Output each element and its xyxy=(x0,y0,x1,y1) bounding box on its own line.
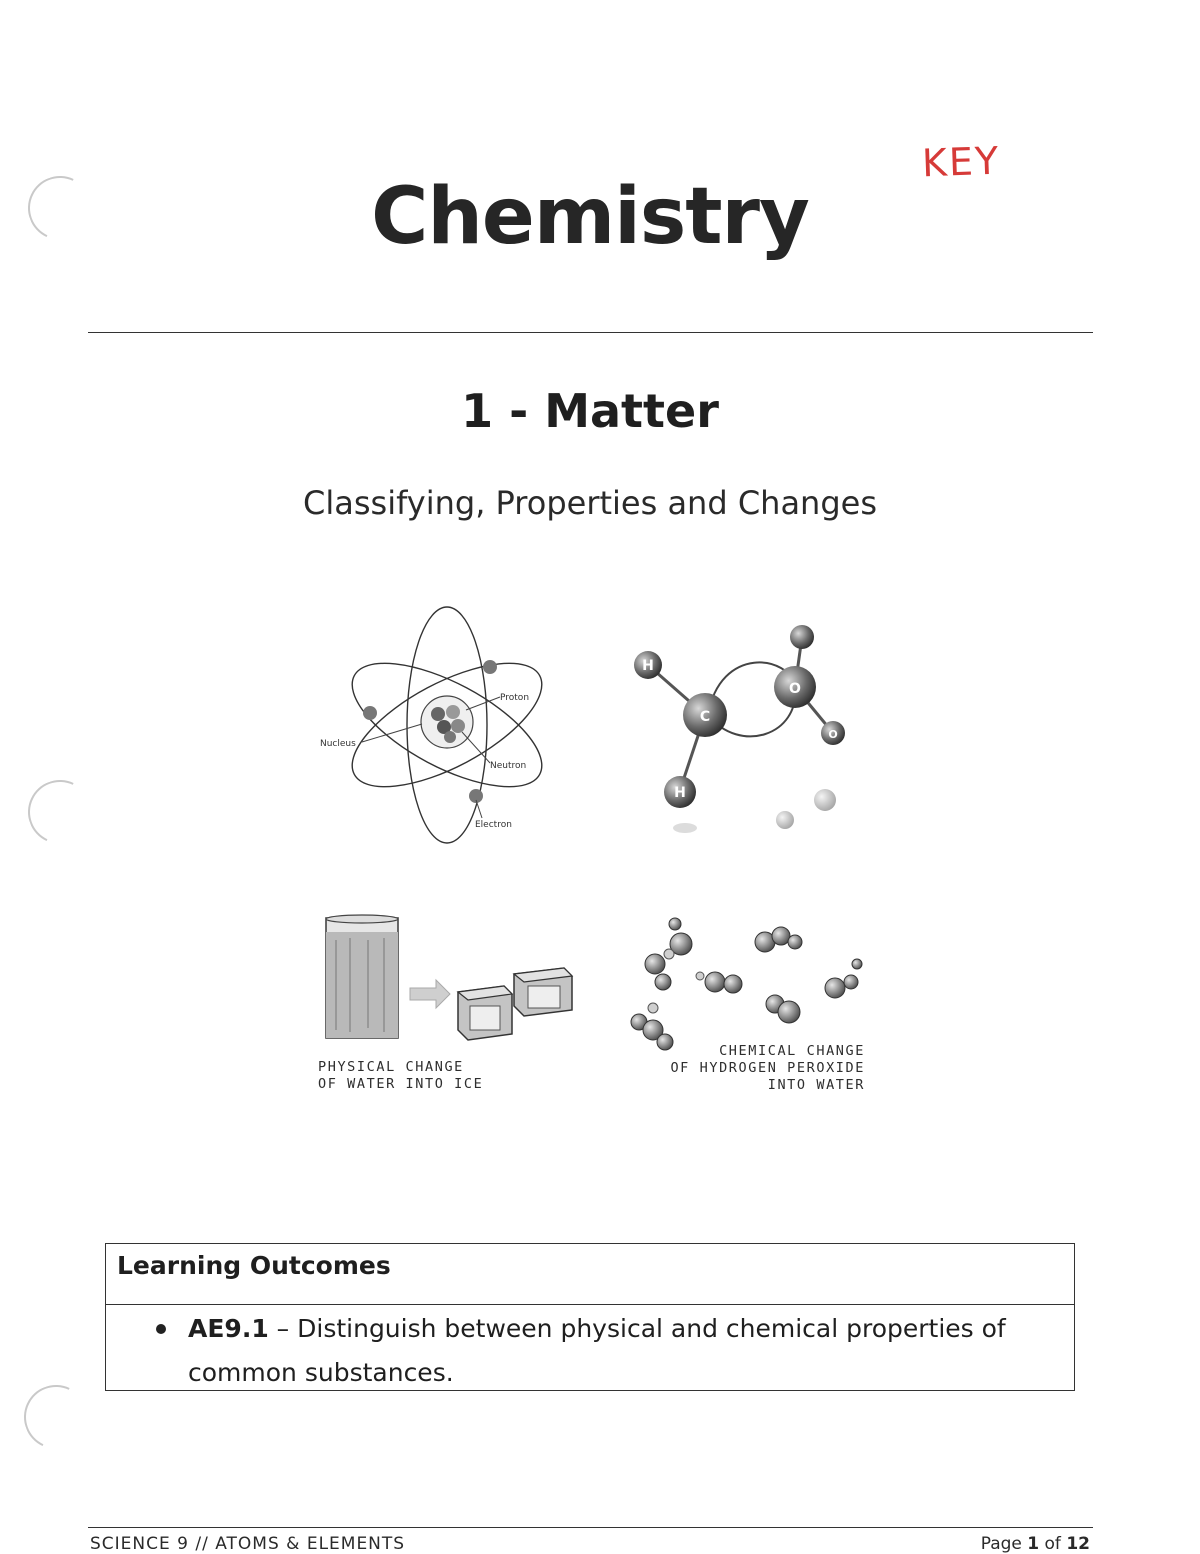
atom-diagram xyxy=(310,600,560,850)
caption-line: PHYSICAL CHANGE xyxy=(318,1059,464,1075)
arrow-right-icon xyxy=(410,980,450,1008)
caption-line: OF WATER INTO ICE xyxy=(318,1076,484,1092)
page-total: 12 xyxy=(1066,1534,1090,1554)
title-divider xyxy=(88,332,1093,333)
page-mid: of xyxy=(1039,1534,1067,1554)
water-glass-icon xyxy=(326,915,398,1038)
physical-change-caption xyxy=(318,1059,483,1093)
page-prefix: Page xyxy=(980,1534,1028,1554)
molecule-atom-label: O xyxy=(828,728,838,741)
atom-label-nucleus: Nucleus xyxy=(320,739,356,749)
bullet-icon xyxy=(156,1324,166,1334)
footer-divider xyxy=(88,1527,1093,1528)
molecule-atom-label: C xyxy=(699,709,711,725)
caption-line: OF HYDROGEN PEROXIDE xyxy=(670,1060,865,1076)
molecule-atom-label: H xyxy=(642,658,654,674)
footer-page-number xyxy=(981,1534,1090,1554)
chemical-change-caption xyxy=(640,1043,865,1094)
binder-punch-mark xyxy=(19,771,101,853)
molecule-atom-label: H xyxy=(674,785,686,801)
learning-outcomes-table xyxy=(105,1243,1075,1391)
handwritten-key-note: KEY xyxy=(921,138,1001,186)
molecule-atom-label: O xyxy=(789,681,801,697)
atom-label-neutron: Neutron xyxy=(490,761,527,771)
page-current: 1 xyxy=(1027,1534,1040,1554)
learning-outcome-item xyxy=(106,1305,1074,1395)
outcome-text: Distinguish between physical and chemical properties of common substances. xyxy=(188,1314,1006,1387)
atom-label-electron: Electron xyxy=(475,820,512,830)
caption-line: CHEMICAL CHANGE xyxy=(719,1043,865,1059)
caption-line: INTO WATER xyxy=(767,1077,865,1093)
peroxide-to-water-illustration xyxy=(625,912,875,1052)
nucleus-icon xyxy=(421,696,473,748)
ice-cube-icon xyxy=(514,968,572,1016)
section-title: 1 - Matter xyxy=(461,384,719,438)
water-to-ice-illustration xyxy=(318,910,583,1050)
section-subtitle: Classifying, Properties and Changes xyxy=(303,484,877,522)
ice-cube-icon xyxy=(458,986,512,1040)
binder-punch-mark xyxy=(15,1376,97,1458)
page-title: Chemistry xyxy=(371,172,809,262)
outcome-separator: – xyxy=(268,1314,298,1343)
footer-course-label: SCIENCE 9 // ATOMS & ELEMENTS xyxy=(90,1534,406,1554)
atom-label-proton: Proton xyxy=(500,693,530,703)
learning-outcomes-heading: Learning Outcomes xyxy=(106,1244,1074,1305)
molecule-diagram xyxy=(620,615,870,845)
outcome-code: AE9.1 xyxy=(188,1314,269,1343)
